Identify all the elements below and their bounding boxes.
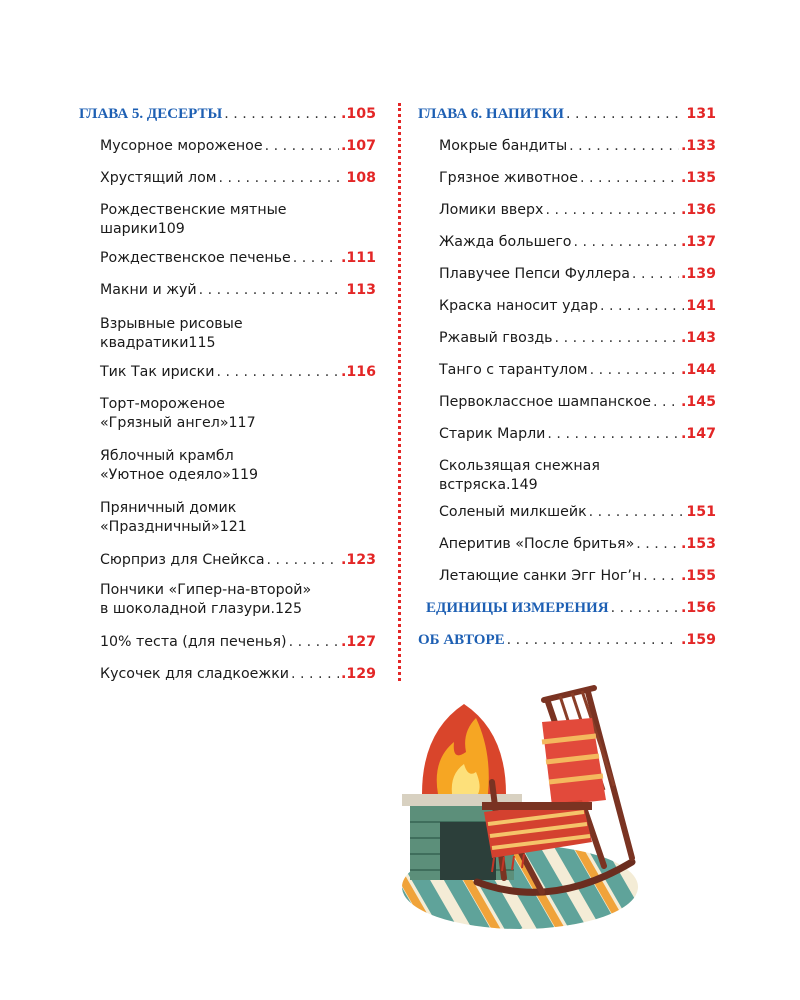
toc-entry-title: Соленый милкшейк — [439, 504, 587, 520]
toc-entry-title: Мусорное мороженое — [100, 138, 263, 154]
toc-entry[interactable] — [418, 567, 716, 586]
toc-entry[interactable] — [79, 551, 376, 570]
dot-leader — [653, 393, 679, 412]
toc-entry[interactable] — [79, 315, 376, 353]
chapter-heading-page-number: .105 — [340, 106, 376, 122]
toc-entry-title-line2: в шоколадной глазури — [100, 601, 271, 617]
toc-entry-page-number: .116 — [340, 364, 376, 380]
dot-leader — [216, 363, 339, 382]
dot-leader — [267, 551, 339, 570]
toc-entry-page-number: 119 — [230, 467, 259, 483]
toc-entry[interactable] — [79, 633, 376, 652]
dot-leader — [291, 665, 339, 684]
toc-entry-page-number: .135 — [680, 170, 716, 186]
dot-leader — [590, 361, 679, 380]
toc-entry-title-line2: встряска — [439, 477, 507, 493]
toc-entry-title: Танго с тарантулом — [439, 362, 588, 378]
chapter-heading[interactable] — [79, 105, 376, 124]
toc-entry[interactable] — [79, 281, 376, 300]
toc-entry-title-line2: «Уютное одеяло» — [100, 467, 231, 483]
toc-entry-title-line1: Пряничный домик — [100, 500, 237, 516]
chapter-heading-title: ГЛАВА 5. ДЕСЕРТЫ — [79, 106, 223, 122]
toc-entry-title-line2: шарики — [100, 221, 158, 237]
toc-entry-page-number: .129 — [340, 666, 376, 682]
chapter-heading[interactable] — [418, 105, 716, 124]
toc-entry-title-line1: Пончики «Гипер-на-второй» — [100, 582, 312, 598]
toc-entry-title: Ржавый гвоздь — [439, 330, 553, 346]
toc-entry-title: Кусочек для сладкоежки — [100, 666, 289, 682]
dot-leader — [573, 233, 679, 252]
toc-entry-page-number: 113 — [346, 282, 376, 298]
toc-entry-page-number: .155 — [680, 568, 716, 584]
toc-entry-title-line2: квадратики — [100, 335, 189, 351]
toc-entry-page-number: .137 — [680, 234, 716, 250]
units-heading-title: ЕДИНИЦЫ ИЗМЕРЕНИЯ — [426, 600, 609, 616]
dot-leader — [547, 425, 679, 444]
toc-entry[interactable] — [418, 137, 716, 156]
toc-entry-page-number: .125 — [270, 601, 303, 617]
toc-entry-title: Жажда большего — [439, 234, 572, 250]
dotted-divider — [398, 103, 401, 681]
dot-leader — [569, 137, 679, 156]
toc-entry[interactable] — [418, 503, 716, 522]
dot-leader — [611, 599, 679, 618]
dot-leader — [636, 535, 679, 554]
about-author-heading-title: ОБ АВТОРЕ — [418, 632, 505, 648]
toc-entry[interactable] — [418, 329, 716, 348]
chapter-heading-title: ГЛАВА 6. НАПИТКИ — [418, 106, 564, 122]
toc-entry-title: Старик Марли — [439, 426, 546, 442]
dot-leader — [566, 105, 684, 124]
toc-entry-page-number: 151 — [686, 504, 716, 520]
dot-leader — [643, 567, 679, 586]
toc-entry-page-number: .144 — [680, 362, 716, 378]
dot-leader — [507, 631, 679, 650]
toc-entry[interactable] — [79, 665, 376, 684]
toc-entry-title: Летающие санки Эгг Ног’н — [439, 568, 642, 584]
toc-entry[interactable] — [79, 395, 376, 433]
toc-entry[interactable] — [79, 169, 376, 188]
toc-entry[interactable] — [79, 447, 376, 485]
units-heading[interactable] — [426, 599, 716, 618]
dot-leader — [265, 137, 339, 156]
toc-entry-title: Грязное животное — [439, 170, 578, 186]
toc-entry-title: Мокрые бандиты — [439, 138, 568, 154]
about-author-heading[interactable] — [418, 631, 716, 650]
toc-entry[interactable] — [418, 425, 716, 444]
toc-entry-page-number: 117 — [228, 415, 256, 431]
units-heading-page-number: .156 — [680, 600, 716, 616]
toc-entry-title-line1: Скользящая снежная — [439, 458, 600, 474]
toc-entry-page-number: .145 — [680, 394, 716, 410]
toc-entry[interactable] — [79, 249, 376, 268]
toc-entry-page-number: .133 — [680, 138, 716, 154]
toc-entry[interactable] — [79, 581, 376, 619]
toc-entry-title: Первоклассное шампанское — [439, 394, 651, 410]
toc-entry[interactable] — [418, 233, 716, 252]
toc-entry[interactable] — [79, 201, 376, 239]
toc-entry-page-number: .139 — [680, 266, 716, 282]
toc-entry[interactable] — [418, 265, 716, 284]
toc-entry-page-number: .143 — [680, 330, 716, 346]
toc-entry-title-line1: Рождественские мятные — [100, 202, 287, 218]
toc-entry[interactable] — [418, 535, 716, 554]
toc-entry[interactable] — [418, 393, 716, 412]
toc-entry-title: 10% теста (для печенья) — [100, 634, 287, 650]
toc-entry-page-number: .153 — [680, 536, 716, 552]
toc-entry[interactable] — [79, 363, 376, 382]
toc-entry-title: Плавучее Пепси Фуллера — [439, 266, 630, 282]
toc-entry-page-number: 108 — [346, 170, 376, 186]
dot-leader — [289, 633, 339, 652]
dot-leader — [632, 265, 679, 284]
dot-leader — [580, 169, 679, 188]
toc-entry[interactable] — [79, 499, 376, 537]
toc-entry-title: Тик Так ириски — [100, 364, 215, 380]
toc-entry[interactable] — [418, 361, 716, 380]
toc-entry-page-number: .111 — [340, 250, 376, 266]
dot-leader — [555, 329, 679, 348]
toc-entry-page-number: .147 — [680, 426, 716, 442]
toc-entry-page-number: .107 — [340, 138, 376, 154]
dot-leader — [293, 249, 339, 268]
dot-leader — [545, 201, 679, 220]
toc-entry-page-number: .136 — [680, 202, 716, 218]
toc-entry[interactable] — [418, 169, 716, 188]
toc-entry-title-line1: Яблочный крамбл — [100, 448, 234, 464]
chapter-heading-page-number: 131 — [686, 106, 716, 122]
toc-entry-title-line1: Взрывные рисовые — [100, 316, 243, 332]
toc-entry[interactable] — [418, 457, 716, 495]
toc-entry[interactable] — [418, 201, 716, 220]
dot-leader — [199, 281, 345, 300]
dot-leader — [219, 169, 345, 188]
toc-entry-title: Сюрприз для Снейкса — [100, 552, 265, 568]
toc-entry-title: Хрустящий лом — [100, 170, 217, 186]
toc-entry[interactable] — [79, 137, 376, 156]
toc-entry-title: Краска наносит удар — [439, 298, 598, 314]
toc-entry-title-line2: «Грязный ангел» — [100, 415, 229, 431]
toc-entry-page-number: .123 — [340, 552, 376, 568]
toc-entry-title: Макни и жуй — [100, 282, 197, 298]
dot-leader — [600, 297, 684, 316]
toc-entry-page-number: .149 — [506, 477, 538, 493]
about-author-heading-page-number: .159 — [680, 632, 716, 648]
toc-entry[interactable] — [418, 297, 716, 316]
toc-entry-title: Ломики вверх — [439, 202, 544, 218]
toc-entry-page-number: 141 — [686, 298, 716, 314]
toc-entry-page-number: 121 — [219, 519, 247, 535]
toc-entry-page-number: .127 — [340, 634, 376, 650]
dot-leader — [589, 503, 685, 522]
dot-leader — [224, 105, 339, 124]
toc-entry-title: Аперитив «После бритья» — [439, 536, 635, 552]
toc-entry-title-line2: «Праздничный» — [100, 519, 220, 535]
toc-entry-title: Рождественское печенье — [100, 250, 291, 266]
toc-entry-page-number: 115 — [188, 335, 216, 351]
rocking-chair-fireplace-illustration — [392, 682, 652, 930]
toc-entry-page-number: 109 — [157, 221, 185, 237]
toc-entry-title-line1: Торт-мороженое — [100, 396, 225, 412]
